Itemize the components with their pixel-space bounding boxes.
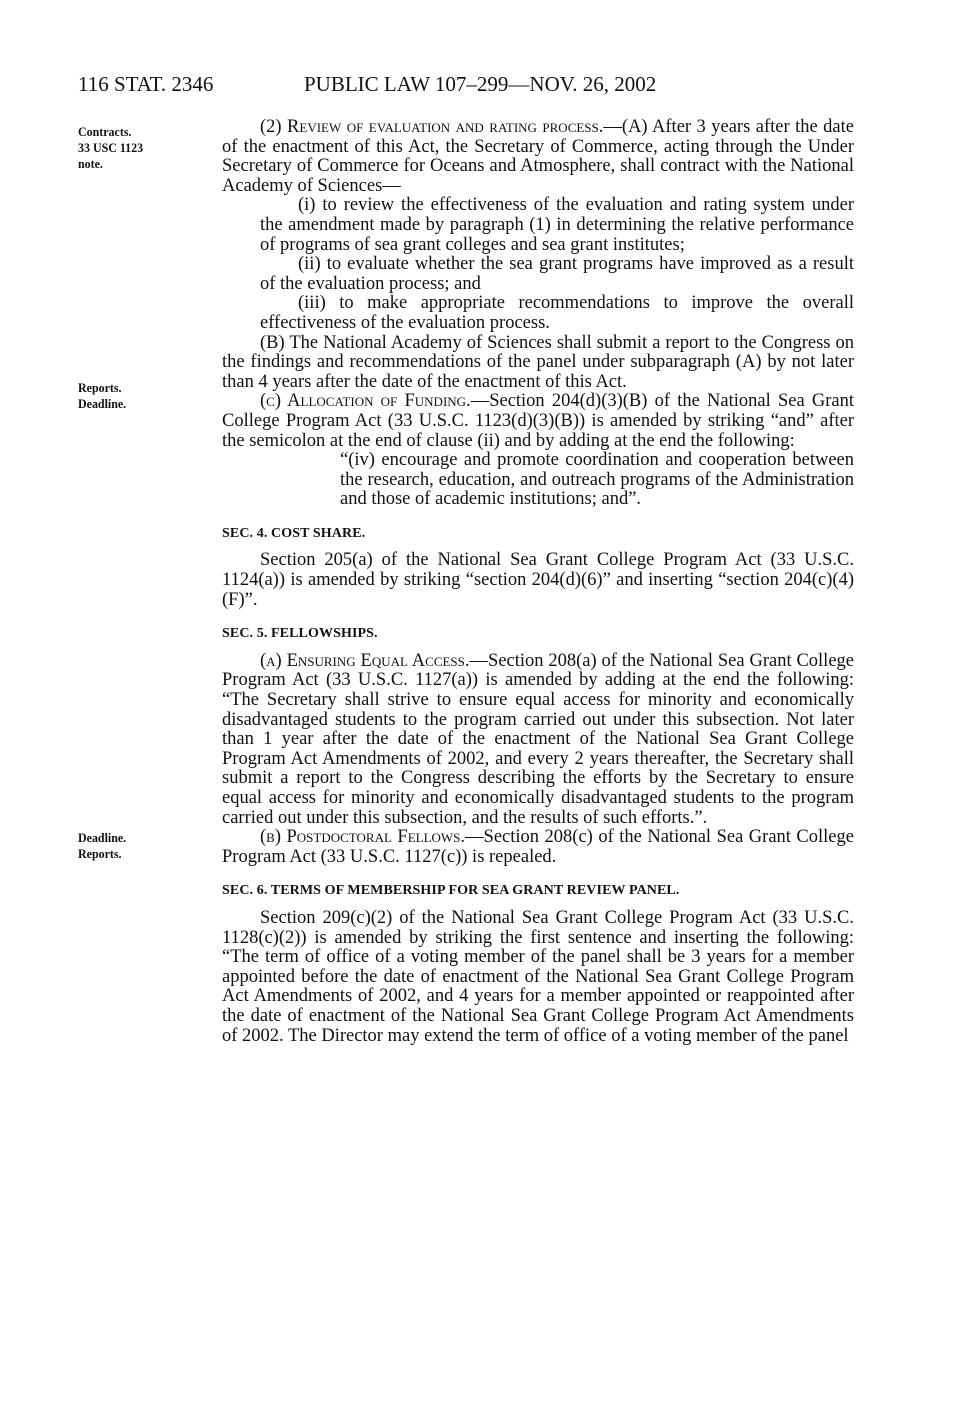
paragraph-text: —Section 204(d)(3)(B) of the National Sea Grant College Program Act (33 U.S.C. 1123(d)(3)(B)) is amended by striking “and” after the semicolon at the end of clause (ii) and by adding at the end the following: bbox=[222, 391, 854, 451]
section-4-text: Section 205(a) of the National Sea Grant College Program Act (33 U.S.C. 1124(a)) is amended by striking “section 204(d)(6)” and inserting “section 204(c)(4)(F)”. bbox=[222, 550, 854, 610]
statute-page-number: 116 STAT. 2346 bbox=[78, 72, 214, 96]
paragraph-text: —(A) After 3 years after the date of the enactment of this Act, the Secretary of Commerce, acting through the Under Secretary of Commerce for Oceans and Atmosphere, shall contract with the National Academy of Sciences— bbox=[222, 117, 854, 196]
clause-iii: (iii) to make appropriate recommendations to improve the overall effectiveness of the evaluation process. bbox=[260, 293, 854, 333]
subparagraph-b: (B) The National Academy of Sciences shall submit a report to the Congress on the findings and recommendations of the panel under subparagraph (A) by not later than 4 years after the date of the enactment of this Act. bbox=[222, 332, 854, 392]
margin-note-line: Deadline. bbox=[78, 830, 127, 845]
public-law-title: PUBLIC LAW 107–299—NOV. 26, 2002 bbox=[304, 72, 657, 96]
paragraph-review-process bbox=[222, 118, 854, 196]
paragraph-text: —Section 208(a) of the National Sea Grant College Program Act (33 U.S.C. 1127(a)) is amended by adding at the end the following: “The Secretary shall strive to ensure equal access for minority and economically disadvantaged students to the program carried out under this subsection. Not later than 1 year after the date of the enactment of the National Sea Grant College Program Act Amendments of 2002, and every 2 years thereafter, the Secretary shall submit a report to the Congress describing the efforts by the Secretary to ensure equal access for minority and economically disadvantaged students to the program carried out under this subsection, and the results of such efforts.”. bbox=[222, 650, 854, 828]
section-6-text: Section 209(c)(2) of the National Sea Grant College Program Act (33 U.S.C. 1128(c)(2)) is amended by striking the first sentence and inserting the following: “The term of office of a voting member of the panel shall be 3 years for a member appointed before the date of enactment of the National Sea Grant College Program Act Amendments of 2002, and 4 years for a member appointed or reappointed after the date of enactment of the National Sea Grant College Program Act Amendments of 2002. The Director may extend the term of office of a voting member of the panel bbox=[222, 907, 854, 1046]
section-6-heading: SEC. 6. TERMS OF MEMBERSHIP FOR SEA GRANT REVIEW PANEL. bbox=[222, 883, 680, 899]
document-body bbox=[222, 118, 854, 1046]
margin-note-line: Deadline. bbox=[78, 396, 127, 411]
quoted-clause-iv: “(iv) encourage and promote coordination and cooperation between the research, education, and outreach programs of the Administration and those of academic institutions; and”. bbox=[340, 450, 854, 510]
margin-note-line: Reports. bbox=[78, 846, 122, 861]
margin-note-line: 33 USC 1123 bbox=[78, 140, 144, 155]
margin-note-line: Reports. bbox=[78, 380, 122, 395]
section-4-heading: SEC. 4. COST SHARE. bbox=[222, 525, 366, 541]
margin-note-contracts bbox=[78, 124, 188, 172]
clause-i: (i) to review the effectiveness of the evaluation and rating system under the amendment made by paragraph (1) in determining the relative performance of programs of sea grant colleges and sea grant institutes; bbox=[260, 195, 854, 255]
margin-note-line: note. bbox=[78, 156, 103, 171]
margin-note-deadline-reports bbox=[78, 830, 188, 862]
paragraph-ensuring-equal-access bbox=[222, 652, 854, 828]
paragraph-postdoctoral-fellows bbox=[222, 828, 854, 867]
margin-note-line: Contracts. bbox=[78, 124, 132, 139]
paragraph-heading: (b) Postdoctoral Fellows. bbox=[260, 827, 466, 848]
paragraph-allocation-of-funding bbox=[222, 392, 854, 451]
margin-note-reports-deadline bbox=[78, 380, 188, 412]
clause-ii: (ii) to evaluate whether the sea grant programs have improved as a result of the evaluation process; and bbox=[260, 254, 854, 294]
paragraph-heading: (a) Ensuring Equal Access. bbox=[260, 650, 470, 671]
paragraph-text: —Section 208(c) of the National Sea Grant College Program Act (33 U.S.C. 1127(c)) is repealed. bbox=[222, 827, 854, 867]
paragraph-heading: (c) Allocation of Funding. bbox=[260, 391, 471, 412]
section-5-heading: SEC. 5. FELLOWSHIPS. bbox=[222, 626, 378, 642]
paragraph-heading: (2) Review of evaluation and rating process. bbox=[260, 117, 604, 137]
